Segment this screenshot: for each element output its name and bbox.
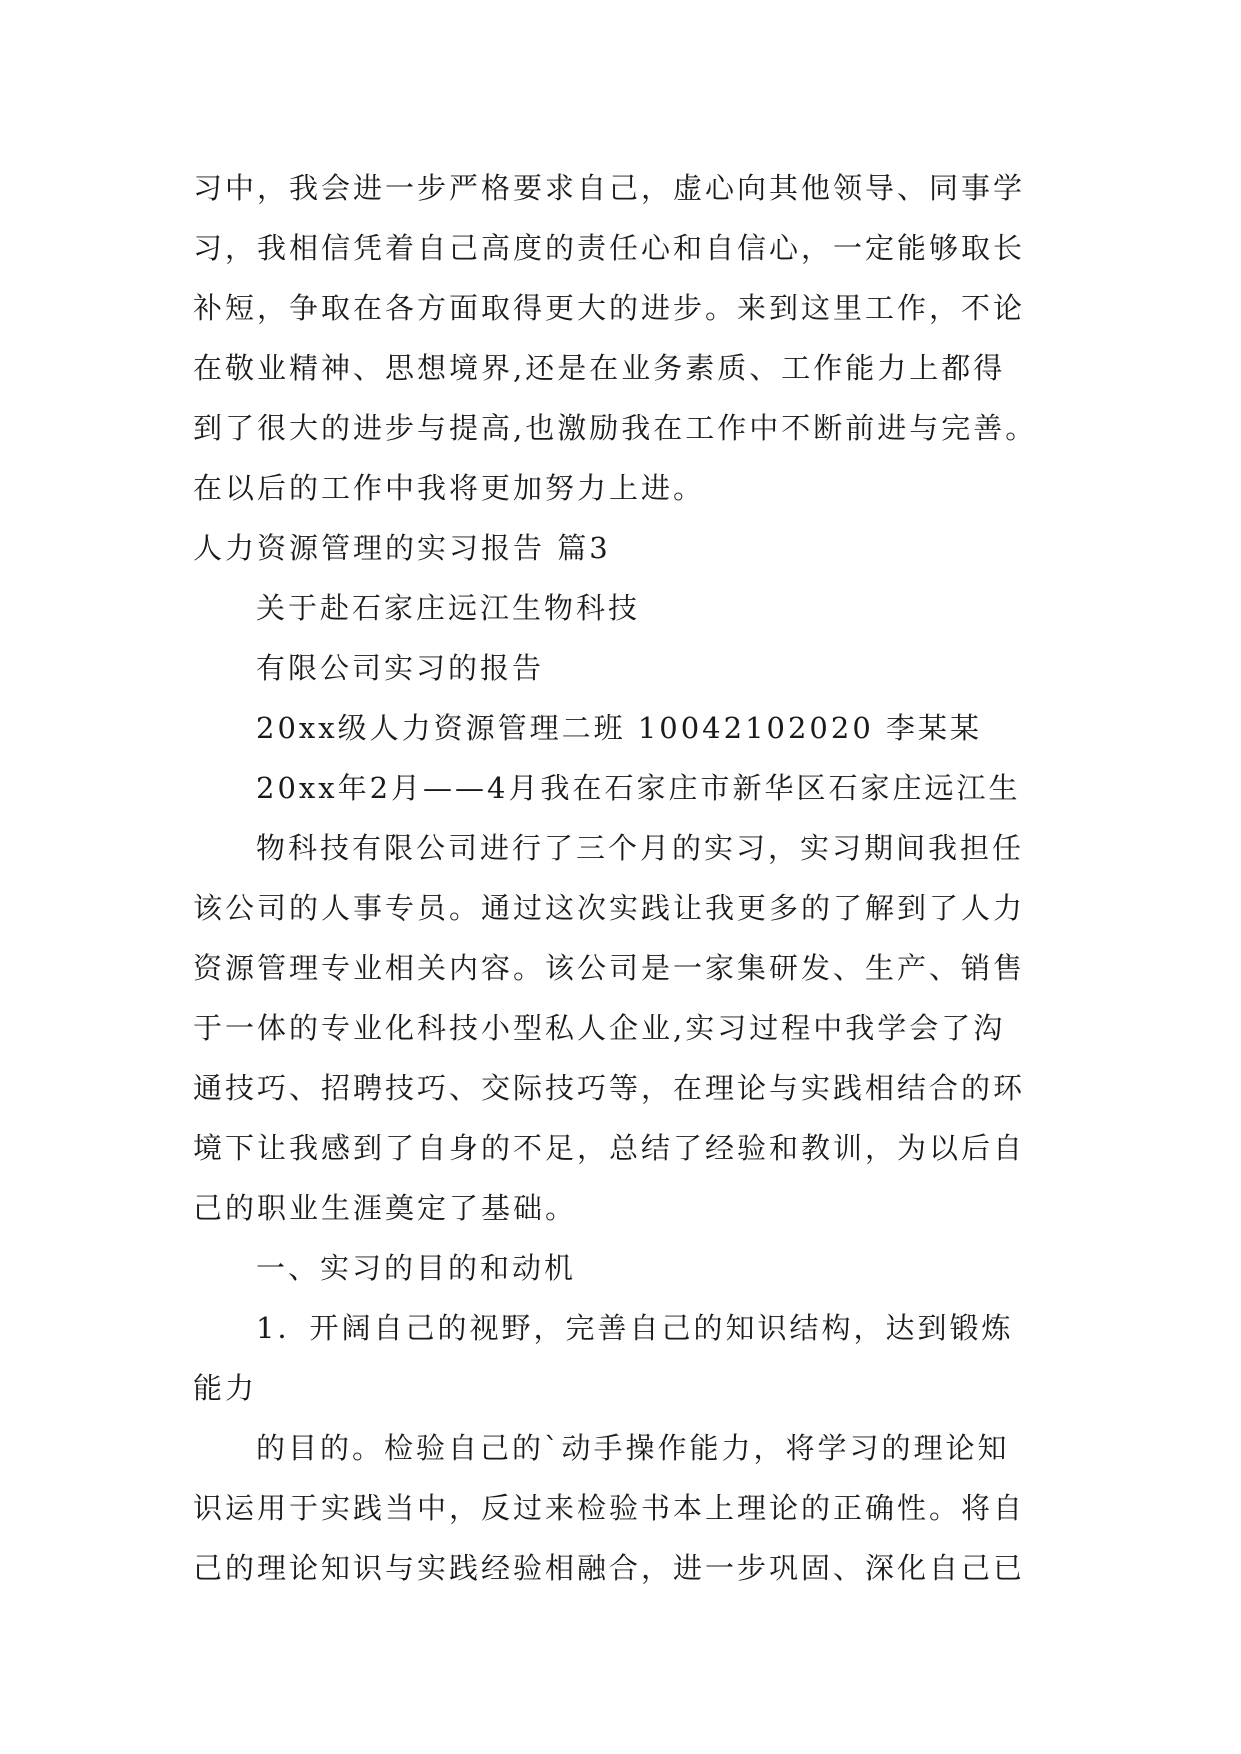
text-line: 境下让我感到了自身的不足，总结了经验和教训，为以后自 (193, 1131, 1026, 1165)
document-body (193, 158, 1053, 1598)
text-line: 己的职业生涯奠定了基础。 (193, 1191, 578, 1225)
text-line: 该公司的人事专员。通过这次实践让我更多的了解到了人力 (193, 891, 1026, 925)
text-line: 于一体的专业化科技小型私人企业,实习过程中我学会了沟 (193, 1011, 1006, 1045)
text-line: 到了很大的进步与提高,也激励我在工作中不断前进与完善。 (193, 411, 1038, 445)
text-line: 补短，争取在各方面取得更大的进步。来到这里工作，不论 (193, 291, 1026, 325)
text-line: 通技巧、招聘技巧、交际技巧等，在理论与实践相结合的环 (193, 1071, 1026, 1105)
text-line: 物科技有限公司进行了三个月的实习，实习期间我担任 (256, 831, 1025, 865)
text-line: 在敬业精神、思想境界,还是在业务素质、工作能力上都得 (193, 351, 1006, 385)
text-line: 的目的。检验自己的`动手操作能力，将学习的理论知 (256, 1431, 1010, 1465)
text-line: 习，我相信凭着自己高度的责任心和自信心，一定能够取长 (193, 231, 1026, 265)
author-line: 20xx级人力资源管理二班 10042102020 李某某 (256, 711, 983, 745)
text-line: 在以后的工作中我将更加努力上进。 (193, 471, 706, 505)
report-title-line-1: 关于赴石家庄远江生物科技 (256, 591, 641, 625)
text-line: 习中，我会进一步严格要求自己，虚心向其他领导、同事学 (193, 171, 1026, 205)
list-item: 1．开阔自己的视野，完善自己的知识结构，达到锻炼 (256, 1311, 1014, 1345)
text-line: 己的理论知识与实践经验相融合，进一步巩固、深化自己已 (193, 1551, 1026, 1585)
subsection-heading: 一、实习的目的和动机 (256, 1251, 577, 1285)
text-line: 识运用于实践当中，反过来检验书本上理论的正确性。将自 (193, 1491, 1026, 1525)
text-line: 能力 (193, 1371, 258, 1405)
text-line: 20xx年2月——4月我在石家庄市新华区石家庄远江生 (256, 771, 1021, 805)
text-line: 资源管理专业相关内容。该公司是一家集研发、生产、销售 (193, 951, 1026, 985)
section-heading: 人力资源管理的实习报告 篇3 (193, 531, 611, 565)
report-title-line-2: 有限公司实习的报告 (256, 651, 545, 685)
